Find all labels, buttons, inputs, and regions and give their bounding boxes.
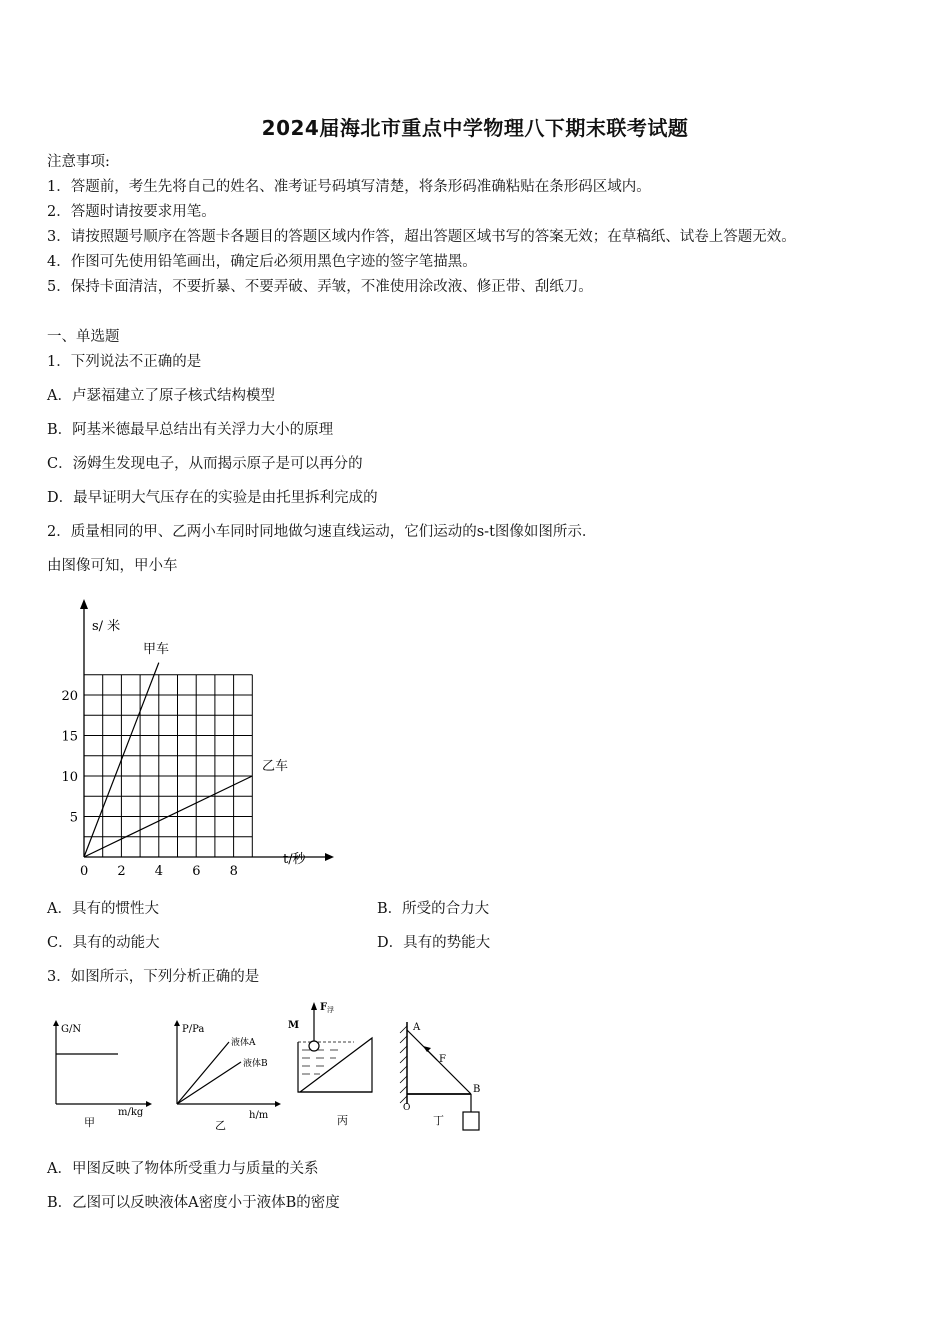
figure-jia-xlabel: m/kg bbox=[118, 1107, 144, 1118]
figure-bing-label-m: M bbox=[288, 1020, 300, 1031]
figure-bing-caption: 丙 bbox=[337, 1114, 348, 1127]
notice-item: 1．答题前，考生先将自己的姓名、准考证号码填写清楚，将条形码准确粘贴在条形码区域内。 bbox=[47, 179, 651, 195]
y-tick-label: 10 bbox=[61, 770, 78, 785]
series-label-jia: 甲车 bbox=[143, 642, 170, 657]
x-axis-arrow bbox=[325, 853, 334, 861]
figure-ding-label-f: F bbox=[439, 1054, 446, 1065]
question-3-stem: 3．如图所示，下列分析正确的是 bbox=[47, 969, 260, 985]
figure-yi-y-arrow bbox=[174, 1020, 180, 1026]
question-1-option-b: B．阿基米德最早总结出有关浮力大小的原理 bbox=[47, 422, 334, 438]
question-3-option-a: A．甲图反映了物体所受重力与质量的关系 bbox=[47, 1161, 319, 1177]
figure-bing bbox=[280, 996, 390, 1132]
figure-yi-ylabel: P/Pa bbox=[182, 1024, 205, 1035]
question-1-stem: 1．下列说法不正确的是 bbox=[47, 354, 202, 370]
question-2-option-c: C．具有的动能大 bbox=[47, 935, 160, 951]
figure-bing-force-label: F bbox=[320, 1002, 328, 1013]
question-3-option-b: B．乙图可以反映液体A密度小于液体B的密度 bbox=[47, 1195, 340, 1211]
question-1-option-d: D．最早证明大气压存在的实验是由托里拆利完成的 bbox=[47, 490, 378, 506]
question-2-option-b: B．所受的合力大 bbox=[377, 901, 490, 917]
figure-ding-label-a: A bbox=[413, 1022, 421, 1033]
figure-ding bbox=[395, 1016, 505, 1140]
figure-jia-y-arrow bbox=[53, 1020, 59, 1026]
figure-jia-caption: 甲 bbox=[84, 1116, 95, 1129]
figure-jia bbox=[42, 1018, 152, 1130]
figure-ding-wall-hatch bbox=[400, 1026, 407, 1103]
x-tick-label: 8 bbox=[229, 864, 238, 879]
notice-heading: 注意事项: bbox=[47, 154, 110, 170]
question-2-stem: 2．质量相同的甲、乙两小车同时同地做匀速直线运动，它们运动的s-t图像如图所示． bbox=[47, 524, 597, 540]
y-tick-label: 5 bbox=[69, 810, 78, 826]
figure-ding-label-o: O bbox=[403, 1103, 411, 1113]
x-tick-label: 0 bbox=[80, 864, 89, 879]
question-2-stem-continued: 由图像可知，甲小车 bbox=[47, 558, 178, 574]
figure-bing-water bbox=[302, 1050, 338, 1074]
figure-yi-line-b bbox=[177, 1062, 241, 1104]
chart-grid bbox=[84, 675, 252, 857]
x-tick-label: 4 bbox=[154, 864, 164, 879]
figure-bing-force-sub: 浮 bbox=[327, 1006, 334, 1014]
figure-ding-weight bbox=[463, 1112, 479, 1130]
figure-bing-ball bbox=[309, 1041, 319, 1051]
figure-yi bbox=[165, 1018, 285, 1138]
notice-item: 3．请按照题号顺序在答题卡各题目的答题区域内作答，超出答题区域书写的答案无效；在草稿纸、试卷上答题无效。 bbox=[47, 229, 796, 245]
chart-ticks bbox=[61, 689, 237, 879]
notice-item: 2．答题时请按要求用笔。 bbox=[47, 204, 216, 220]
figure-yi-xlabel: h/m bbox=[249, 1110, 269, 1121]
notice-item: 4．作图可先使用铅笔画出，确定后必须用黑色字迹的签字笔描黑。 bbox=[47, 254, 477, 270]
chart-series bbox=[84, 663, 252, 857]
figure-bing-force-arrowhead bbox=[311, 1002, 317, 1010]
figure-yi-label-b: 液体B bbox=[243, 1059, 268, 1069]
figure-yi-line-a bbox=[177, 1042, 229, 1104]
section-heading: 一、单选题 bbox=[47, 329, 120, 345]
y-tick-label: 20 bbox=[61, 689, 78, 704]
question-1-option-a: A．卢瑟福建立了原子核式结构模型 bbox=[47, 388, 275, 404]
x-tick-label: 6 bbox=[192, 864, 201, 879]
question-2-option-d: D．具有的势能大 bbox=[377, 935, 491, 951]
figure-yi-label-a: 液体A bbox=[231, 1038, 256, 1048]
st-chart bbox=[40, 595, 360, 880]
figure-ding-caption: 丁 bbox=[433, 1114, 444, 1127]
notice-item: 5．保持卡面清洁，不要折暴、不要弄破、弄皱，不准使用涂改液、修正带、刮纸刀。 bbox=[47, 279, 593, 295]
series-label-yi: 乙车 bbox=[262, 759, 289, 774]
figure-jia-ylabel: G/N bbox=[61, 1024, 82, 1035]
y-axis-arrow bbox=[80, 599, 88, 609]
y-axis-label: s/ 米 bbox=[92, 619, 121, 634]
question-2-option-a: A．具有的惯性大 bbox=[47, 901, 159, 917]
x-axis-label: t/秒 bbox=[283, 852, 306, 867]
figure-jia-x-arrow bbox=[146, 1101, 152, 1107]
figure-ding-label-b: B bbox=[473, 1084, 481, 1095]
figure-yi-caption: 乙 bbox=[215, 1119, 226, 1132]
x-tick-label: 2 bbox=[117, 864, 126, 879]
question-1-option-c: C．汤姆生发现电子，从而揭示原子是可以再分的 bbox=[47, 456, 363, 472]
figure-ding-force-arrowhead bbox=[423, 1046, 431, 1052]
y-tick-label: 15 bbox=[61, 729, 78, 745]
page-title: 2024届海北市重点中学物理八下期末联考试题 bbox=[261, 116, 689, 140]
